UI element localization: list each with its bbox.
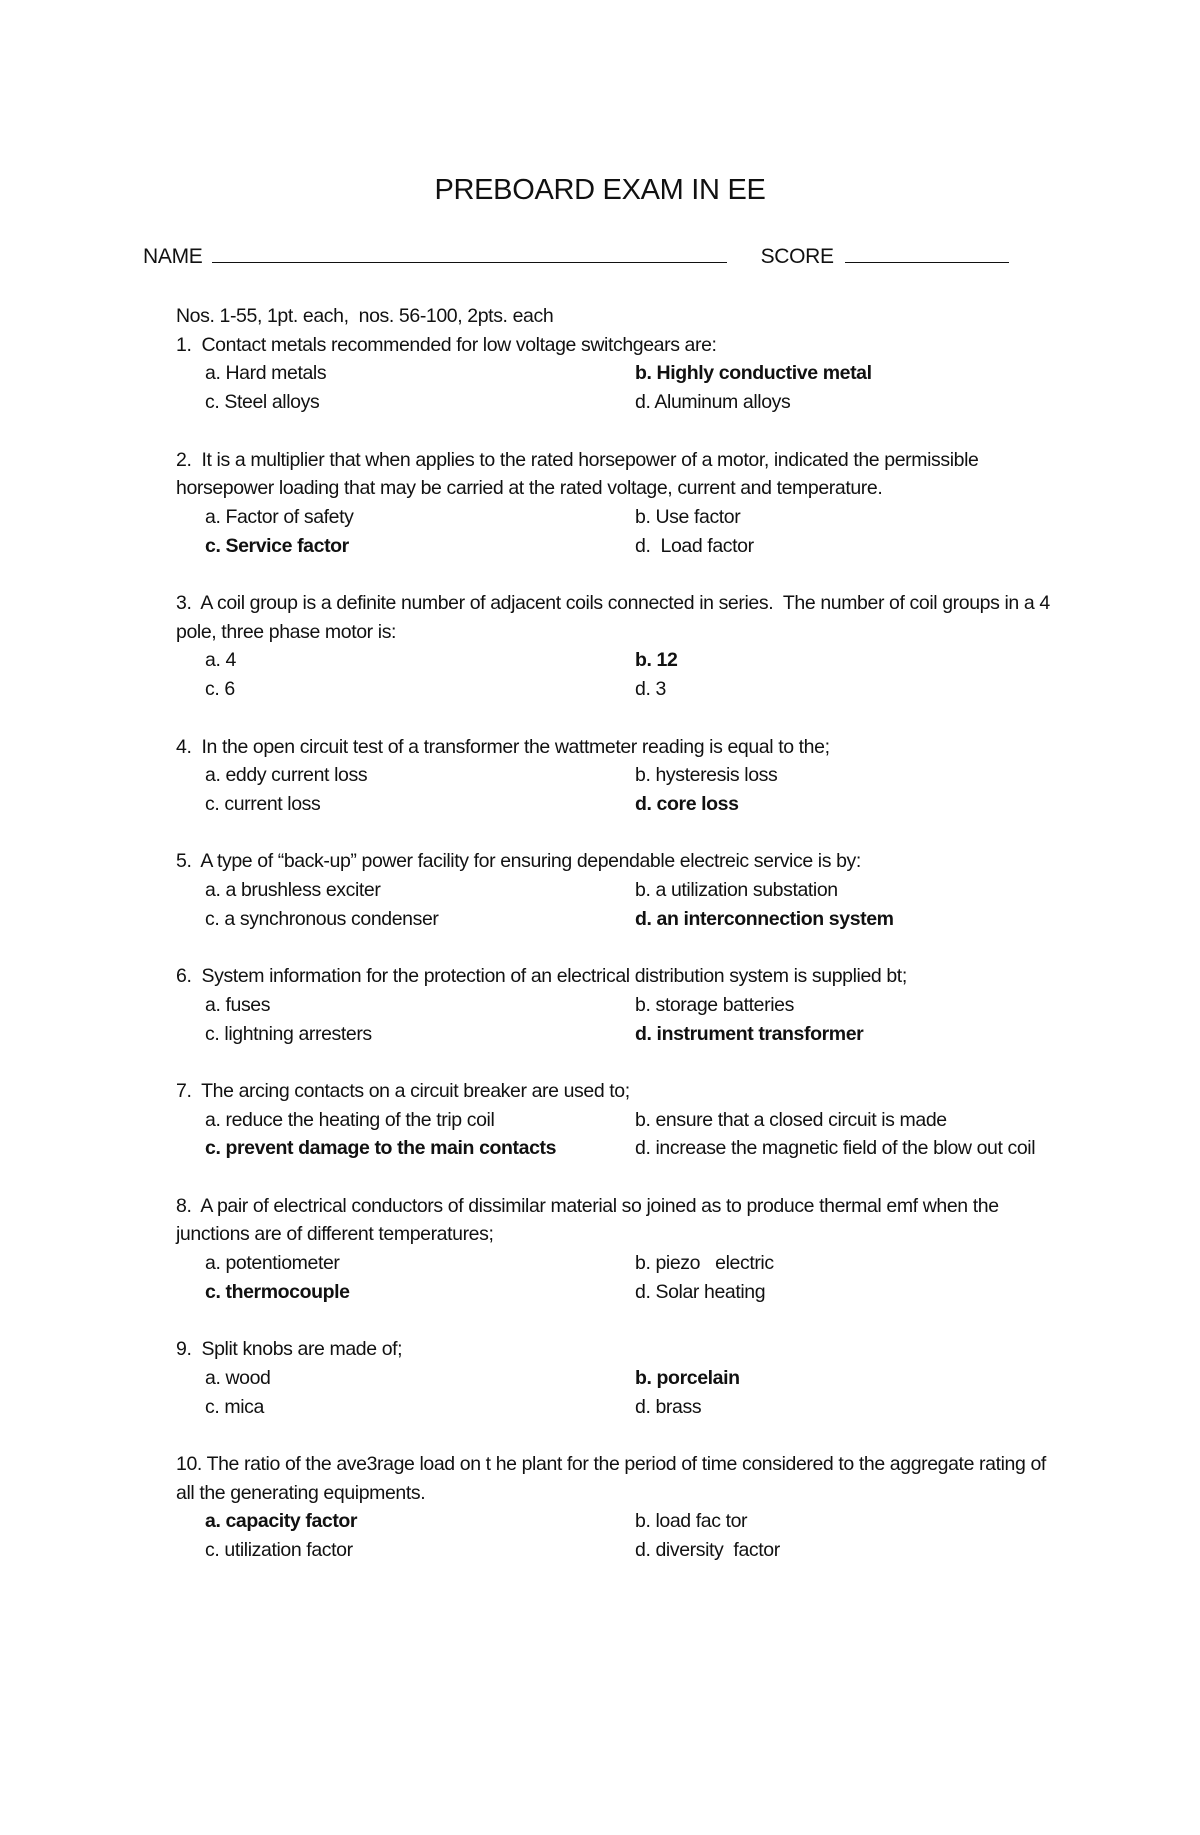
question-text: 9. Split knobs are made of; xyxy=(176,1338,403,1361)
option-c: c. 6 xyxy=(205,678,235,701)
name-label: NAME xyxy=(143,245,203,268)
options xyxy=(205,1364,1056,1421)
options xyxy=(205,1507,1056,1564)
question-1 xyxy=(176,331,1056,417)
option-a: a. wood xyxy=(205,1366,271,1389)
option-b: b. Use factor xyxy=(635,505,741,528)
question-2 xyxy=(176,446,1056,561)
option-b: b. a utilization substation xyxy=(635,879,838,901)
options xyxy=(205,359,1056,416)
option-a: a. fuses xyxy=(205,993,271,1016)
option-a: a. a brushless exciter xyxy=(205,879,381,901)
option-b: b. porcelain xyxy=(635,1366,740,1389)
option-a: a. capacity factor xyxy=(205,1510,358,1533)
question-8 xyxy=(176,1192,1056,1307)
option-a: a. eddy current loss xyxy=(205,764,368,787)
exam-content xyxy=(176,302,1056,1593)
options xyxy=(205,1249,1056,1306)
option-d: d. core loss xyxy=(635,792,739,815)
question-list xyxy=(176,331,1056,1565)
question-7 xyxy=(176,1077,1056,1163)
question-text: 5. A type of “back-up” power facility for ensuring dependable electreic service is by: xyxy=(176,850,861,873)
option-c: c. utilization factor xyxy=(205,1539,353,1562)
question-9 xyxy=(176,1335,1056,1421)
option-a: a. Factor of safety xyxy=(205,505,354,528)
question-text: 10. The ratio of the ave3rage load on t he plant for the period of time considered to the aggregate rating of all the generating equipments. xyxy=(176,1452,1051,1504)
question-4 xyxy=(176,733,1056,819)
option-b: b. piezo electric xyxy=(635,1252,774,1275)
question-text: 7. The arcing contacts on a circuit breaker are used to; xyxy=(176,1079,630,1102)
option-d: d. an interconnection system xyxy=(635,907,894,930)
option-c: c. lightning arresters xyxy=(205,1022,372,1045)
option-d: d. increase the magnetic field of the blow out coil xyxy=(635,1137,1036,1160)
option-d: d. Aluminum alloys xyxy=(635,391,791,414)
instructions: Nos. 1-55, 1pt. each, nos. 56-100, 2pts. each xyxy=(176,305,554,327)
options xyxy=(205,503,1056,560)
option-c: c. prevent damage to the main contacts xyxy=(205,1137,557,1160)
option-d: d. diversity factor xyxy=(635,1539,780,1562)
question-6 xyxy=(176,962,1056,1048)
score-label: SCORE xyxy=(760,245,834,268)
question-text: 6. System information for the protection of an electrical distribution system is supplied bt; xyxy=(176,965,907,988)
option-b: b. storage batteries xyxy=(635,993,794,1016)
option-a: a. potentiometer xyxy=(205,1252,340,1275)
question-10 xyxy=(176,1450,1056,1565)
option-c: c. mica xyxy=(205,1395,264,1418)
option-a: a. reduce the heating of the trip coil xyxy=(205,1108,495,1131)
options xyxy=(205,646,1056,703)
question-text: 1. Contact metals recommended for low voltage switchgears are: xyxy=(176,333,717,356)
option-d: d. 3 xyxy=(635,678,666,701)
option-d: d. brass xyxy=(635,1395,702,1418)
option-b: b. Highly conductive metal xyxy=(635,362,872,385)
option-d: d. Load factor xyxy=(635,534,754,557)
option-c: c. Service factor xyxy=(205,534,349,557)
options xyxy=(205,876,1056,933)
score-field[interactable] xyxy=(845,242,1009,263)
options xyxy=(205,991,1056,1048)
option-b: b. hysteresis loss xyxy=(635,764,778,787)
option-c: c. Steel alloys xyxy=(205,391,320,414)
option-a: a. Hard metals xyxy=(205,362,327,385)
name-score-line xyxy=(143,242,1009,269)
option-a: a. 4 xyxy=(205,649,236,672)
options xyxy=(205,761,1056,818)
option-d: d. instrument transformer xyxy=(635,1022,864,1045)
option-c: c. current loss xyxy=(205,792,321,815)
name-field[interactable] xyxy=(212,242,727,263)
question-text: 2. It is a multiplier that when applies to the rated horsepower of a motor, indicated the permissible horsepower loading that may be carried at the rated voltage, current and temperature. xyxy=(176,448,984,500)
question-text: 8. A pair of electrical conductors of dissimilar material so joined as to produce thermal emf when the junctions are of different temperatures; xyxy=(176,1194,1004,1246)
option-b: b. load fac tor xyxy=(635,1510,748,1533)
option-d: d. Solar heating xyxy=(635,1280,766,1303)
option-b: b. ensure that a closed circuit is made xyxy=(635,1108,947,1131)
option-c: c. a synchronous condenser xyxy=(205,907,439,930)
question-3 xyxy=(176,589,1056,704)
question-text: 3. A coil group is a definite number of adjacent coils connected in series. The number of coil groups in a 4 pole, three phase motor is: xyxy=(176,592,1055,643)
option-c: c. thermocouple xyxy=(205,1280,350,1303)
options xyxy=(205,1106,1056,1163)
exam-title: PREBOARD EXAM IN EE xyxy=(434,174,766,206)
question-5 xyxy=(176,847,1056,933)
question-text: 4. In the open circuit test of a transformer the wattmeter reading is equal to the; xyxy=(176,735,830,758)
option-b: b. 12 xyxy=(635,649,678,672)
